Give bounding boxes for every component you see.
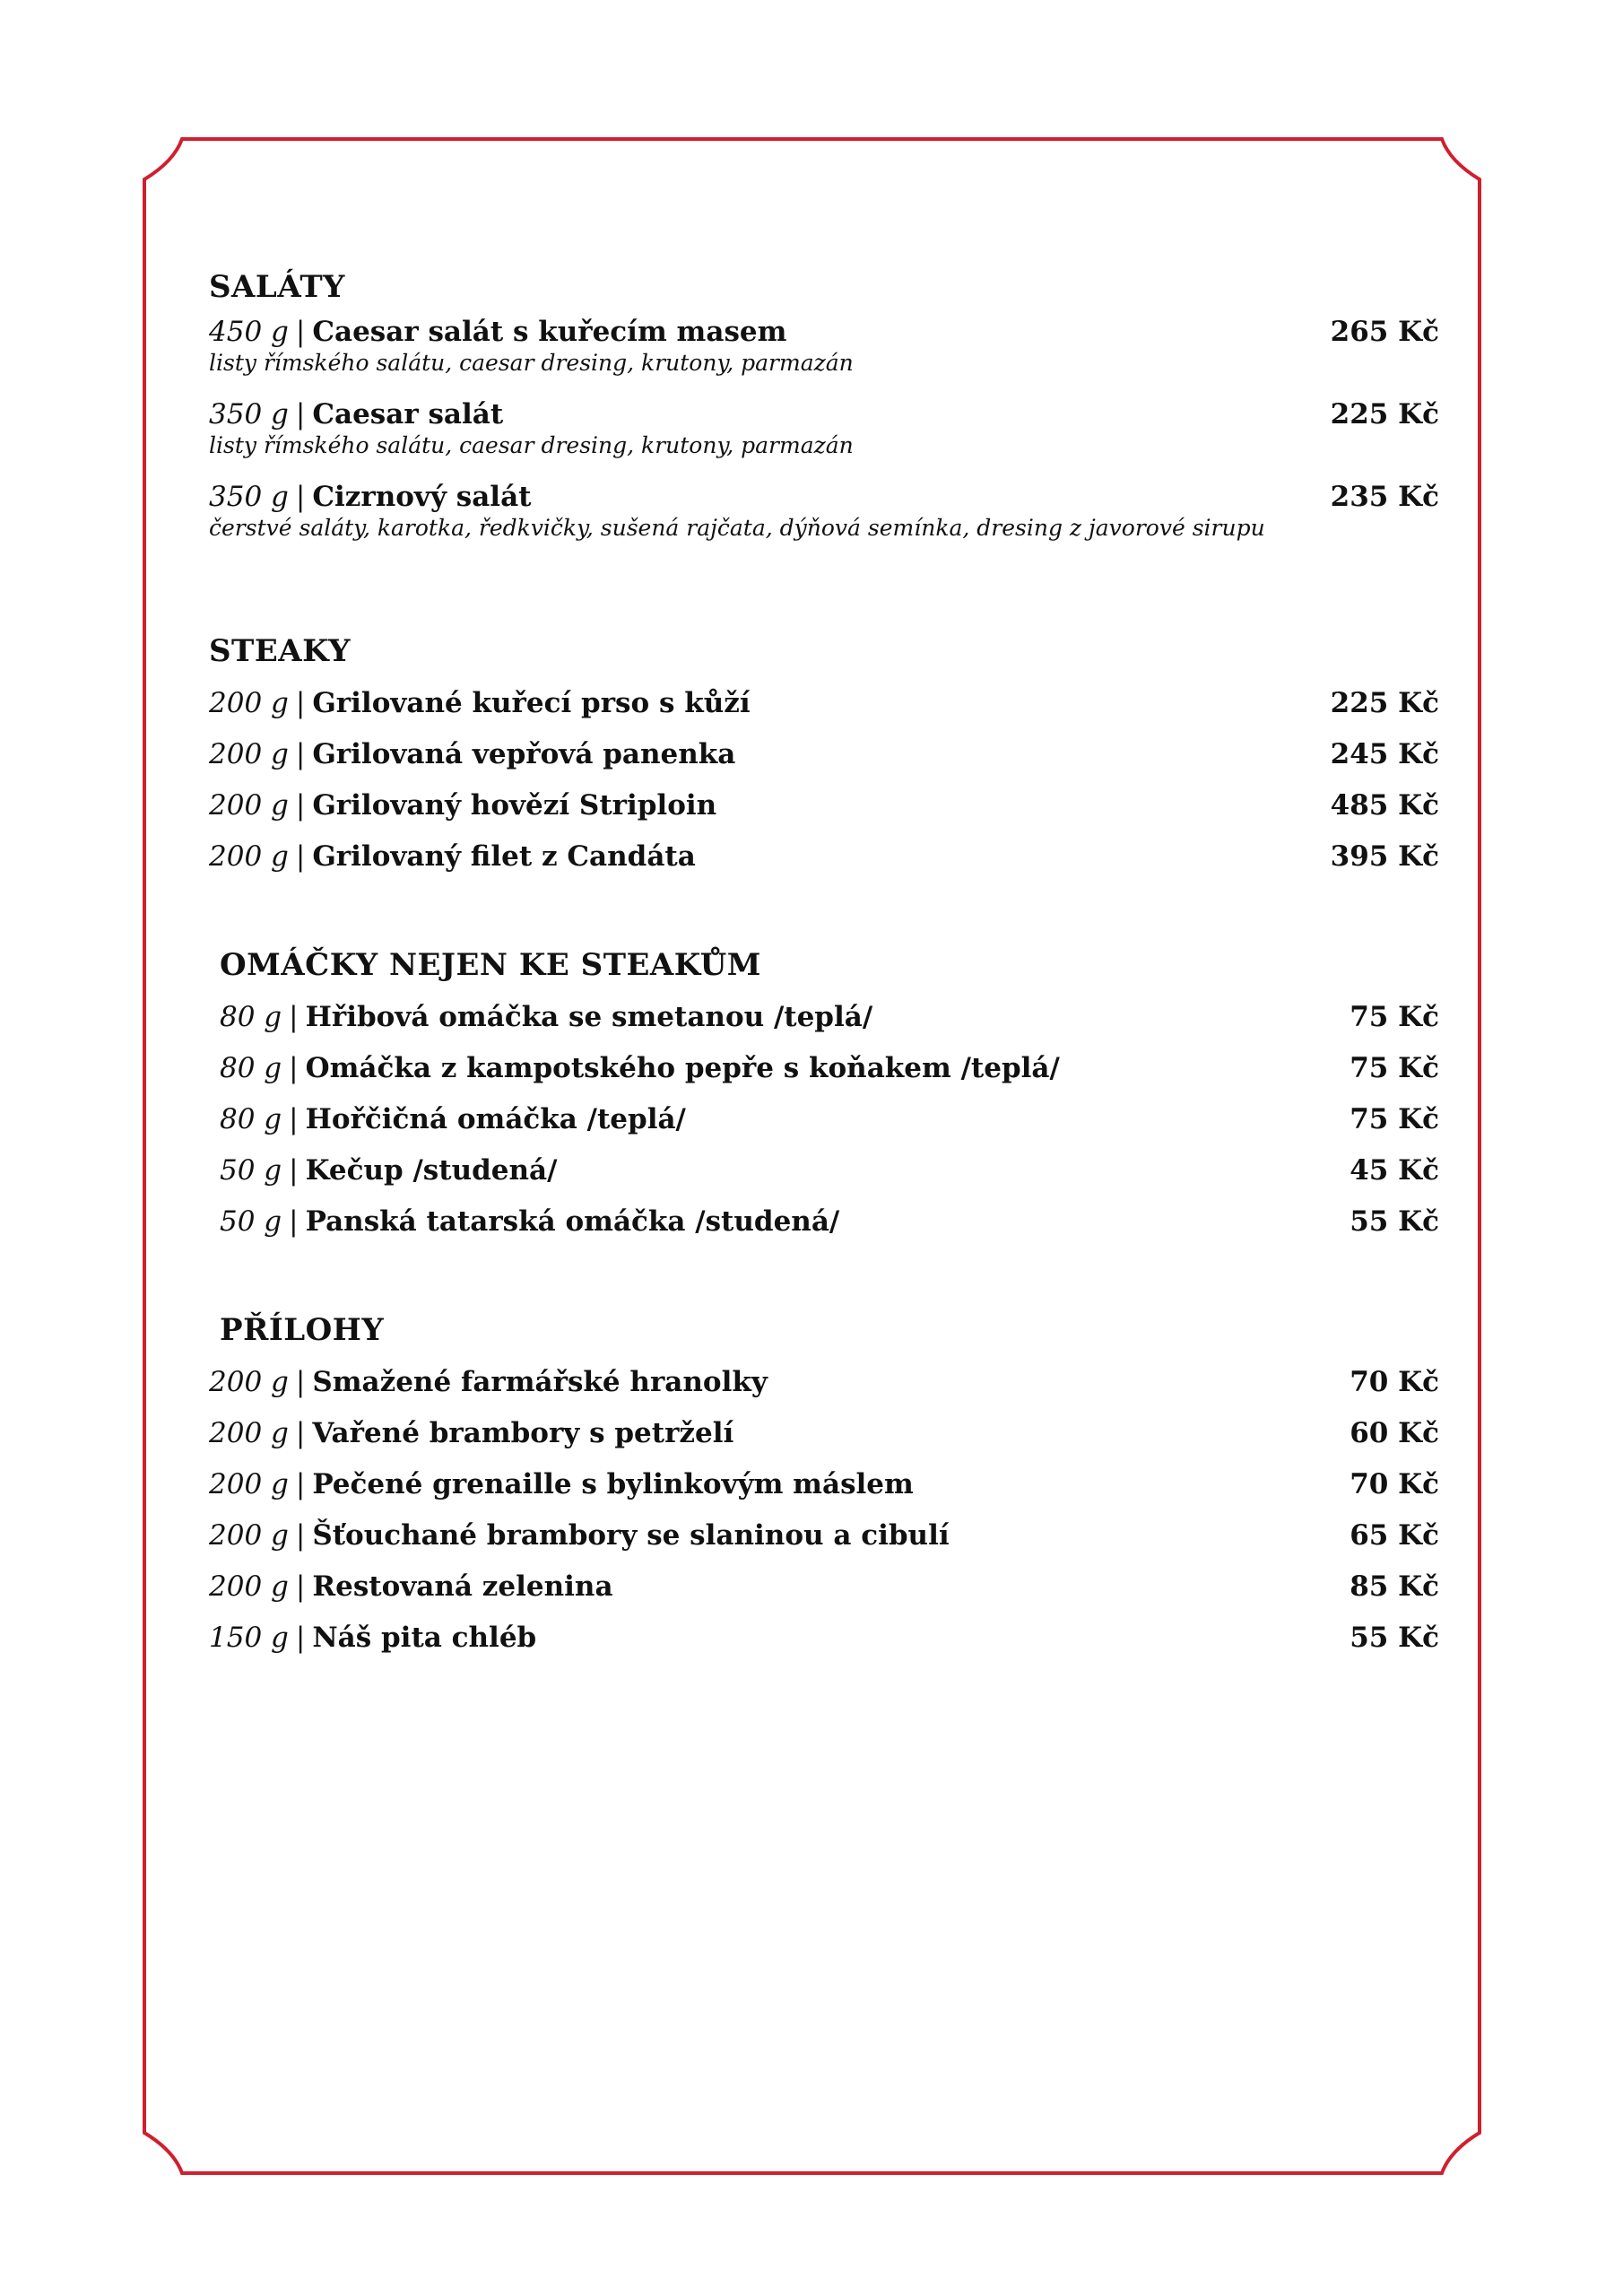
item-name: Smažené farmářské hranolky (312, 1366, 768, 1398)
menu-item (220, 1145, 1439, 1196)
item-label (209, 314, 786, 350)
item-price: 55 Kč (1350, 1205, 1439, 1238)
item-weight: 350 g (209, 481, 289, 513)
section-title: STEAKY (209, 633, 352, 669)
item-separator: | (295, 1570, 306, 1603)
item-weight: 150 g (209, 1622, 289, 1654)
section-salaty (209, 260, 1439, 561)
item-label (209, 1357, 768, 1408)
item-label (209, 831, 696, 883)
menu-item (209, 1561, 1439, 1613)
menu-item (220, 1094, 1439, 1145)
item-label (220, 1196, 839, 1248)
item-weight: 200 g (209, 1519, 289, 1552)
item-price: 235 Kč (1330, 481, 1439, 513)
item-separator: | (295, 1366, 306, 1398)
item-weight: 200 g (209, 1417, 289, 1449)
item-separator: | (295, 1622, 306, 1654)
item-price: 485 Kč (1330, 789, 1439, 822)
item-price: 75 Kč (1350, 1001, 1439, 1033)
item-price: 60 Kč (1350, 1417, 1439, 1449)
item-price: 265 Kč (1330, 316, 1439, 348)
item-separator: | (295, 316, 306, 348)
item-name: Náš pita chléb (312, 1622, 537, 1654)
menu-item (220, 1196, 1439, 1248)
item-label (209, 1408, 733, 1459)
item-label (220, 1094, 686, 1145)
item-separator: | (295, 398, 306, 430)
item-price: 225 Kč (1330, 398, 1439, 430)
section-title: SALÁTY (209, 269, 345, 305)
item-price: 225 Kč (1330, 687, 1439, 719)
item-label (209, 729, 735, 780)
section-title: OMÁČKY NEJEN KE STEAKŮM (220, 947, 761, 983)
item-separator: | (295, 1417, 306, 1449)
item-name: Pečené grenaille s bylinkovým máslem (312, 1468, 914, 1500)
item-separator: | (295, 1519, 306, 1552)
item-name: Grilovaný filet z Candáta (312, 840, 696, 873)
item-label (209, 1561, 613, 1613)
menu-item (209, 1510, 1439, 1561)
item-separator: | (295, 738, 306, 770)
item-name: Kečup /studená/ (305, 1154, 558, 1187)
item-weight: 450 g (209, 316, 289, 348)
item-label (209, 780, 716, 831)
item-separator: | (289, 1205, 299, 1238)
item-separator: | (295, 840, 306, 873)
menu-item (209, 678, 1439, 729)
item-name: Omáčka z kampotského pepře s koňakem /teplá/ (305, 1052, 1060, 1084)
item-price: 75 Kč (1350, 1103, 1439, 1135)
item-weight: 50 g (220, 1154, 282, 1187)
item-description: čerstvé saláty, karotka, ředkvičky, sušená rajčata, dýňová semínka, dresing z javorové sirupu (209, 515, 1265, 541)
item-name: Caesar salát (312, 398, 504, 430)
item-separator: | (289, 1052, 299, 1084)
item-weight: 200 g (209, 738, 289, 770)
item-separator: | (295, 481, 306, 513)
menu-content (209, 260, 1439, 1664)
item-separator: | (295, 1468, 306, 1500)
item-price: 45 Kč (1350, 1154, 1439, 1187)
section-title: PŘÍLOHY (220, 1312, 385, 1348)
item-name: Hořčičná omáčka /teplá/ (305, 1103, 686, 1135)
menu-item (209, 1357, 1439, 1408)
item-label (209, 1613, 536, 1664)
item-name: Grilovaná vepřová panenka (312, 738, 736, 770)
menu-item (209, 831, 1439, 883)
item-label (220, 1043, 1060, 1094)
item-weight: 80 g (220, 1052, 282, 1084)
item-separator: | (289, 1154, 299, 1187)
menu-item (209, 780, 1439, 831)
item-name: Restovaná zelenina (312, 1570, 613, 1603)
item-price: 70 Kč (1350, 1366, 1439, 1398)
menu-item (220, 992, 1439, 1043)
item-name: Vařené brambory s petrželí (312, 1417, 734, 1449)
item-name: Hřibová omáčka se smetanou /teplá/ (305, 1001, 873, 1033)
item-label (209, 479, 531, 515)
item-label (220, 1145, 557, 1196)
item-weight: 200 g (209, 1570, 289, 1603)
item-weight: 50 g (220, 1205, 282, 1238)
item-description: listy římského salátu, caesar dresing, krutony, parmazán (209, 432, 854, 458)
item-separator: | (295, 687, 306, 719)
item-name: Panská tatarská omáčka /studená/ (305, 1205, 840, 1238)
item-price: 85 Kč (1350, 1570, 1439, 1603)
item-label (209, 1510, 950, 1561)
menu-item (209, 396, 1439, 432)
item-name: Cizrnový salát (312, 481, 532, 513)
item-price: 245 Kč (1330, 738, 1439, 770)
section-prilohy (209, 1303, 1439, 1664)
item-weight: 200 g (209, 840, 289, 873)
item-label (209, 678, 751, 729)
section-steaky (209, 624, 1439, 883)
item-weight: 350 g (209, 398, 289, 430)
item-price: 395 Kč (1330, 840, 1439, 873)
item-weight: 80 g (220, 1103, 282, 1135)
item-name: Šťouchané brambory se slaninou a cibulí (312, 1519, 950, 1552)
item-weight: 200 g (209, 789, 289, 822)
menu-item (220, 1043, 1439, 1094)
item-weight: 200 g (209, 1468, 289, 1500)
item-label (220, 992, 872, 1043)
item-weight: 200 g (209, 687, 289, 719)
item-weight: 80 g (220, 1001, 282, 1033)
item-name: Caesar salát s kuřecím masem (312, 316, 787, 348)
item-name: Grilované kuřecí prso s kůží (312, 687, 751, 719)
item-weight: 200 g (209, 1366, 289, 1398)
item-price: 65 Kč (1350, 1519, 1439, 1552)
menu-item (209, 1408, 1439, 1459)
section-omacky (209, 938, 1439, 1248)
item-price: 75 Kč (1350, 1052, 1439, 1084)
item-separator: | (289, 1103, 299, 1135)
item-name: Grilovaný hovězí Striploin (312, 789, 717, 822)
menu-item (209, 729, 1439, 780)
menu-item (209, 314, 1439, 350)
item-label (209, 396, 503, 432)
item-description: listy římského salátu, caesar dresing, krutony, parmazán (209, 350, 854, 376)
item-separator: | (295, 789, 306, 822)
menu-item (209, 1459, 1439, 1510)
menu-item (209, 1613, 1439, 1664)
menu-item (209, 479, 1439, 515)
item-price: 55 Kč (1350, 1622, 1439, 1654)
item-label (209, 1459, 914, 1510)
item-separator: | (289, 1001, 299, 1033)
item-price: 70 Kč (1350, 1468, 1439, 1500)
